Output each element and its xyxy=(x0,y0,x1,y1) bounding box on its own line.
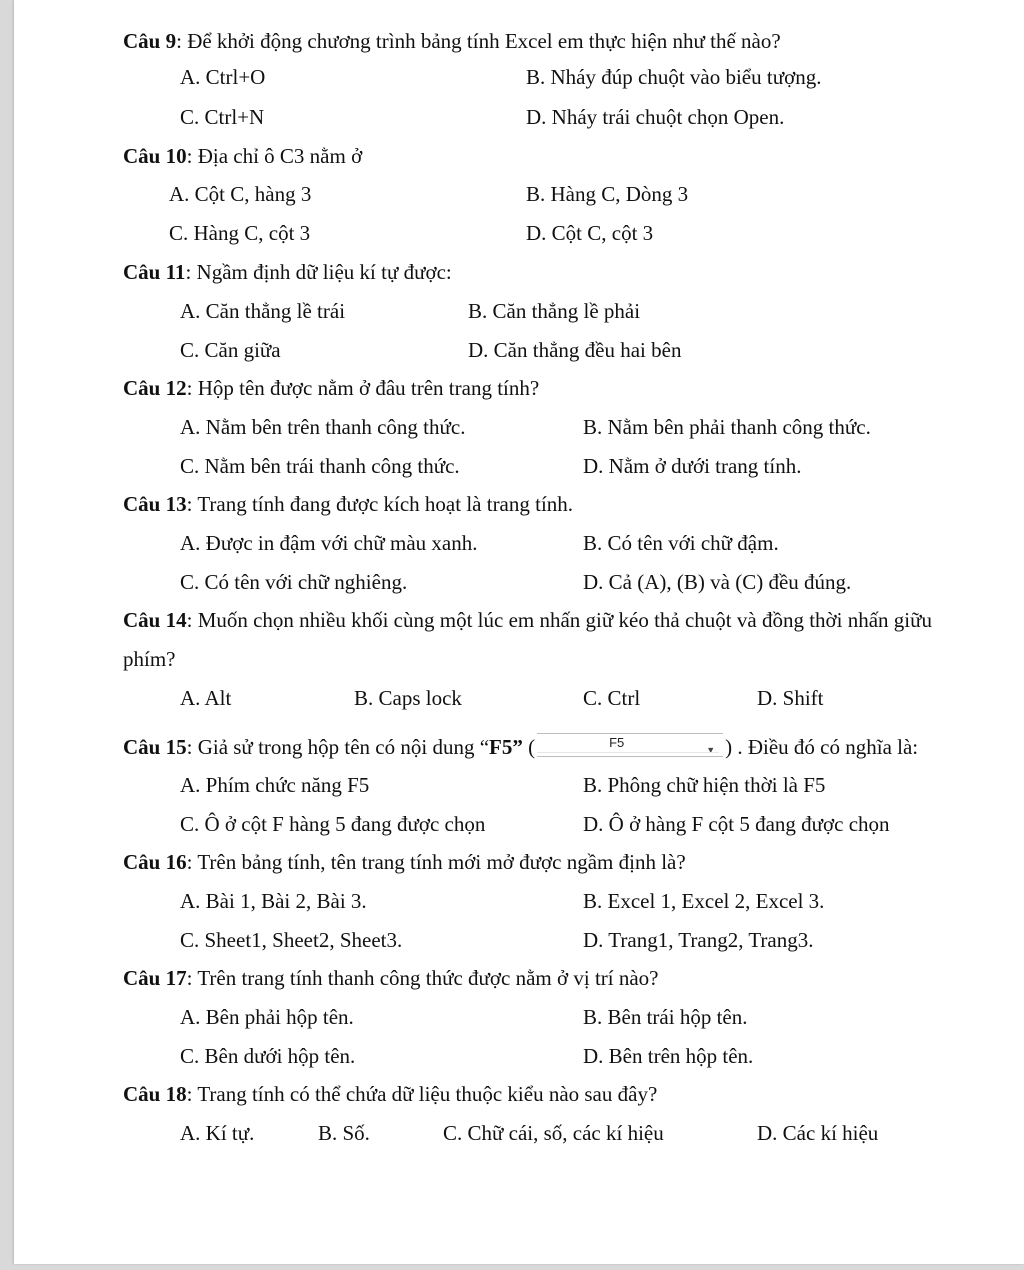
question-label: Câu 17 xyxy=(123,966,187,990)
question-15 xyxy=(123,733,918,760)
q11-option-a: A. Căn thẳng lề trái xyxy=(180,299,346,323)
q9-option-d: D. Nháy trái chuột chọn Open. xyxy=(526,105,785,129)
question-text: : Giả sử trong hộp tên có nội dung “ xyxy=(186,735,490,759)
q10-option-c: C. Hàng C, cột 3 xyxy=(169,221,311,245)
q13-option-b: B. Có tên với chữ đậm. xyxy=(583,531,779,555)
q18-option-d: D. Các kí hiệu xyxy=(757,1121,879,1145)
question-10 xyxy=(123,143,362,169)
q16-option-c: C. Sheet1, Sheet2, Sheet3. xyxy=(180,928,403,952)
q17-option-a: A. Bên phải hộp tên. xyxy=(180,1005,354,1029)
question-14 xyxy=(123,607,932,633)
question-label: Câu 13 xyxy=(123,492,187,516)
question-text: : Muốn chọn nhiều khối cùng một lúc em nhấn giữ kéo thả chuột và đồng thời nhấn giữu xyxy=(186,608,933,632)
q17-option-b: B. Bên trái hộp tên. xyxy=(583,1005,748,1029)
q18-option-b: B. Số. xyxy=(318,1121,370,1145)
question-16 xyxy=(123,849,686,875)
q18-option-a: A. Kí tự. xyxy=(180,1121,255,1145)
q15-option-d: D. Ô ở hàng F cột 5 đang được chọn xyxy=(583,812,890,836)
question-text: : Địa chỉ ô C3 nằm ở xyxy=(186,144,363,168)
q11-option-b: B. Căn thẳng lề phải xyxy=(468,299,641,323)
question-label: Câu 15 xyxy=(123,735,187,759)
q17-option-d: D. Bên trên hộp tên. xyxy=(583,1044,754,1068)
q14-option-d: D. Shift xyxy=(757,686,824,710)
q12-option-d: D. Nằm ở dưới trang tính. xyxy=(583,454,802,478)
question-label: Câu 9 xyxy=(123,29,177,53)
dropdown-arrow-icon: ▼ xyxy=(706,745,716,755)
q15-option-b: B. Phông chữ hiện thời là F5 xyxy=(583,773,826,797)
question-label: Câu 12 xyxy=(123,376,187,400)
question-14-continuation: phím? xyxy=(123,647,176,671)
q13-option-d: D. Cả (A), (B) và (C) đều đúng. xyxy=(583,570,852,594)
q10-option-a: A. Cột C, hàng 3 xyxy=(169,182,312,206)
q9-option-a: A. Ctrl+O xyxy=(180,65,266,89)
q16-option-d: D. Trang1, Trang2, Trang3. xyxy=(583,928,814,952)
q14-option-b: B. Caps lock xyxy=(354,686,462,710)
question-text: : Ngầm định dữ liệu kí tự được: xyxy=(185,260,452,284)
question-label: Câu 18 xyxy=(123,1082,187,1106)
q12-option-a: A. Nằm bên trên thanh công thức. xyxy=(180,415,466,439)
q15-option-c: C. Ô ở cột F hàng 5 đang được chọn xyxy=(180,812,486,836)
question-text: : Hộp tên được nằm ở đâu trên trang tính? xyxy=(186,376,540,400)
question-text: : Trang tính đang được kích hoạt là trang tính. xyxy=(186,492,574,516)
question-label: Câu 11 xyxy=(123,260,186,284)
q14-option-a: A. Alt xyxy=(180,686,232,710)
question-9 xyxy=(123,28,781,54)
question-label: Câu 14 xyxy=(123,608,187,632)
q12-option-b: B. Nằm bên phải thanh công thức. xyxy=(583,415,871,439)
question-text: : Để khởi động chương trình bảng tính Excel em thực hiện như thế nào? xyxy=(176,29,781,53)
question-label: Câu 16 xyxy=(123,850,187,874)
question-text: : Trang tính có thể chứa dữ liệu thuộc kiểu nào sau đây? xyxy=(186,1082,658,1106)
q17-option-c: C. Bên dưới hộp tên. xyxy=(180,1044,356,1068)
q15-option-a: A. Phím chức năng F5 xyxy=(180,773,370,797)
question-text-open: ( xyxy=(522,735,536,759)
question-18 xyxy=(123,1081,657,1107)
name-box-image xyxy=(537,733,723,757)
question-text-post: ) . Điều đó có nghĩa là: xyxy=(725,735,919,759)
q13-option-a: A. Được in đậm với chữ màu xanh. xyxy=(180,531,478,555)
question-text: : Trên bảng tính, tên trang tính mới mở được ngầm định là? xyxy=(186,850,686,874)
q10-option-b: B. Hàng C, Dòng 3 xyxy=(526,182,689,206)
q16-option-b: B. Excel 1, Excel 2, Excel 3. xyxy=(583,889,825,913)
question-12 xyxy=(123,375,539,401)
question-11 xyxy=(123,259,452,285)
q18-option-c: C. Chữ cái, số, các kí hiệu xyxy=(443,1121,664,1145)
q14-option-c: C. Ctrl xyxy=(583,686,641,710)
q11-option-d: D. Căn thẳng đều hai bên xyxy=(468,338,682,362)
name-box-value: F5 xyxy=(609,735,625,750)
q13-option-c: C. Có tên với chữ nghiêng. xyxy=(180,570,408,594)
q9-option-b: B. Nháy đúp chuột vào biểu tượng. xyxy=(526,65,822,89)
q16-option-a: A. Bài 1, Bài 2, Bài 3. xyxy=(180,889,367,913)
question-13 xyxy=(123,491,573,517)
document-page xyxy=(14,0,1024,1264)
question-text: : Trên trang tính thanh công thức được nằm ở vị trí nào? xyxy=(186,966,659,990)
q10-option-d: D. Cột C, cột 3 xyxy=(526,221,654,245)
question-label: Câu 10 xyxy=(123,144,187,168)
q12-option-c: C. Nằm bên trái thanh công thức. xyxy=(180,454,460,478)
question-17 xyxy=(123,965,659,991)
q11-option-c: C. Căn giữa xyxy=(180,338,281,362)
q9-option-c: C. Ctrl+N xyxy=(180,105,265,129)
question-bold-text: F5” xyxy=(489,735,523,759)
